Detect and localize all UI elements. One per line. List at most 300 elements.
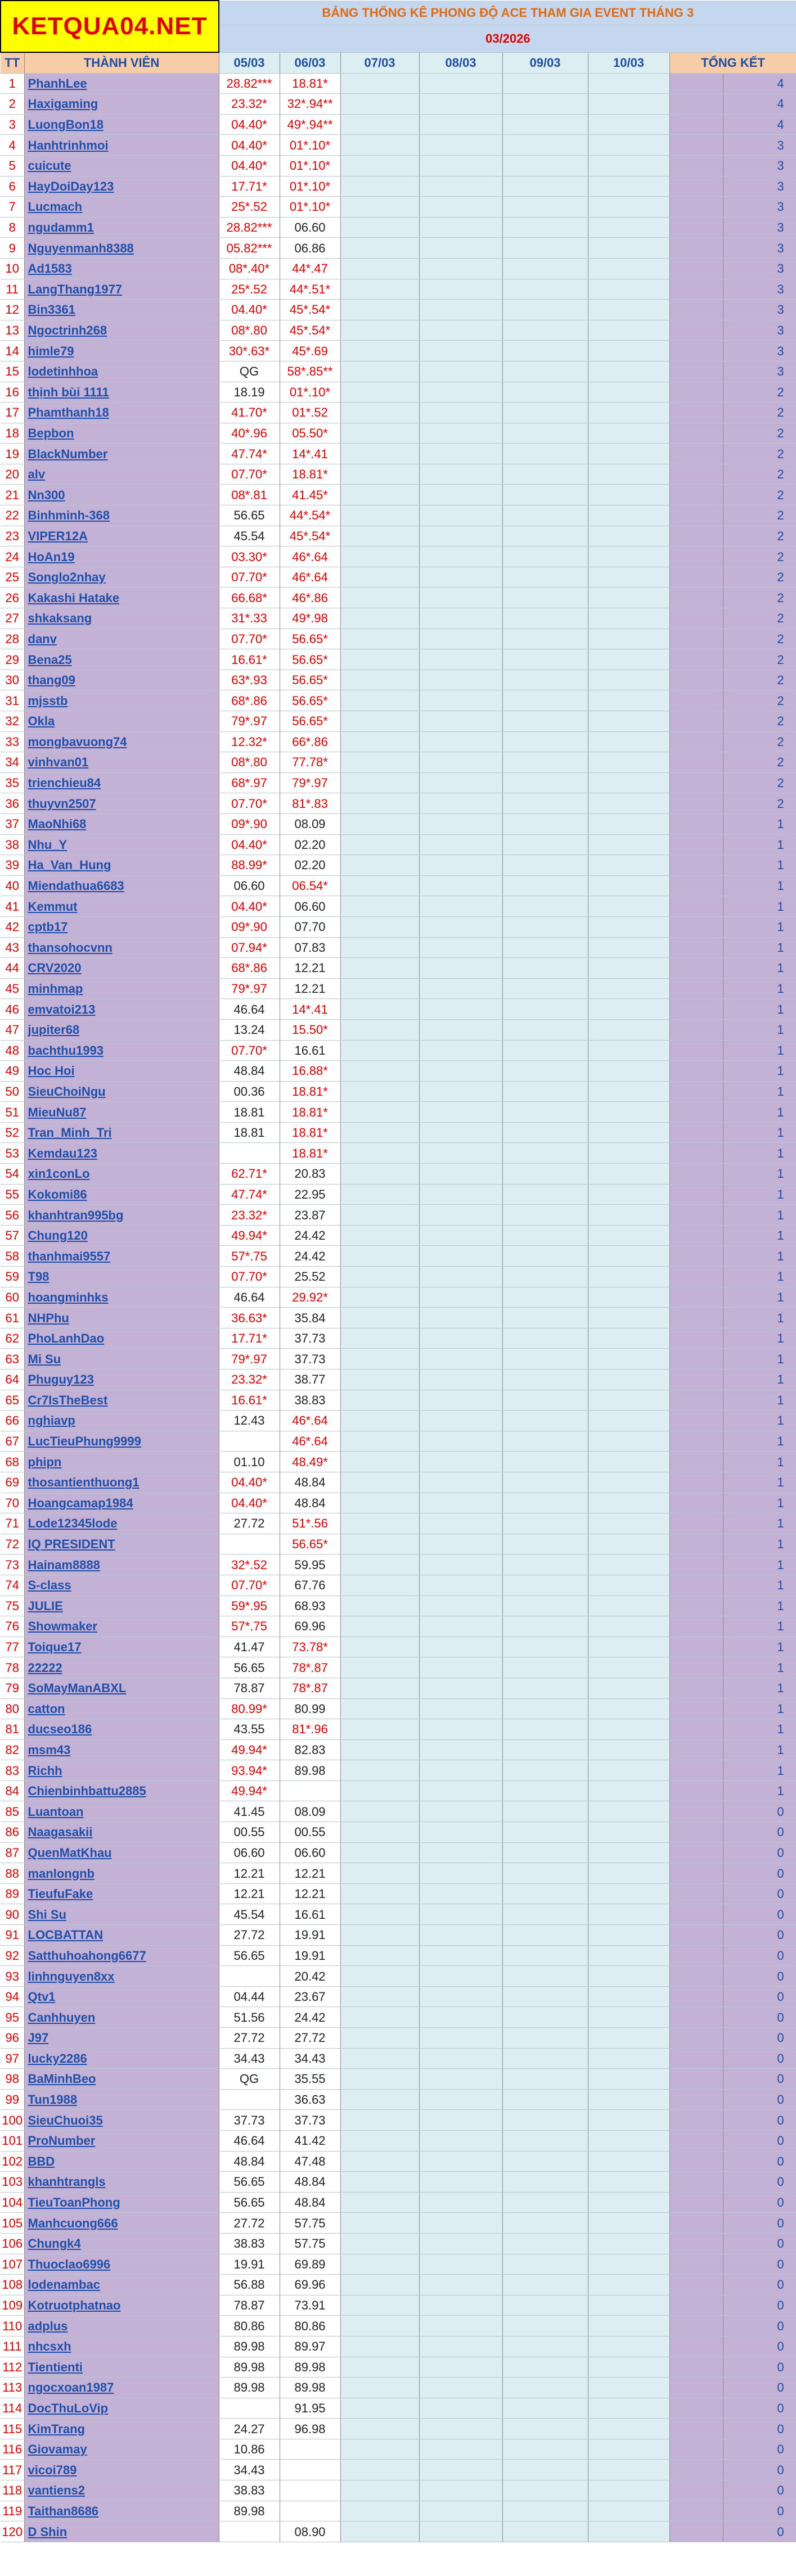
member-link[interactable]: D Shin bbox=[24, 2521, 219, 2542]
member-link[interactable]: minhmap bbox=[24, 978, 219, 999]
score-cell: 23.32* bbox=[219, 94, 280, 115]
total-cell: 1 bbox=[723, 1184, 796, 1205]
member-link[interactable]: Richh bbox=[24, 1760, 219, 1781]
empty-score-cell bbox=[419, 279, 502, 300]
member-link[interactable]: PhoLanhDao bbox=[24, 1328, 219, 1349]
table-row bbox=[1, 2254, 796, 2275]
score-cell: 88.99* bbox=[219, 855, 280, 876]
member-link[interactable]: Songlo2nhay bbox=[24, 567, 219, 587]
member-link[interactable]: T98 bbox=[24, 1267, 219, 1287]
score-cell: 46.64 bbox=[219, 1287, 280, 1308]
empty-score-cell bbox=[588, 1739, 669, 1760]
member-link[interactable]: HoAn19 bbox=[24, 546, 219, 567]
score-cell: 48.84 bbox=[219, 1061, 280, 1082]
member-link[interactable]: Tun1988 bbox=[24, 2089, 219, 2110]
member-link[interactable]: Phuguy123 bbox=[24, 1370, 219, 1390]
empty-score-cell bbox=[588, 1164, 669, 1185]
member-link[interactable]: VIPER12A bbox=[24, 526, 219, 546]
member-link[interactable]: 22222 bbox=[24, 1657, 219, 1678]
row-number: 93 bbox=[1, 1966, 24, 1987]
member-link[interactable]: Ha_Van_Hung bbox=[24, 855, 219, 876]
empty-score-cell bbox=[502, 1904, 588, 1925]
empty-score-cell bbox=[588, 1184, 669, 1205]
score-cell: 32*.52 bbox=[219, 1554, 280, 1575]
row-number: 14 bbox=[1, 341, 24, 361]
member-link[interactable]: LuongBon18 bbox=[24, 114, 219, 135]
member-link[interactable]: nghiavp bbox=[24, 1411, 219, 1431]
member-link[interactable]: Binhminh-368 bbox=[24, 505, 219, 526]
member-link[interactable]: thansohocvnn bbox=[24, 937, 219, 958]
member-link[interactable]: Mi Su bbox=[24, 1349, 219, 1370]
empty-score-cell bbox=[340, 1534, 419, 1554]
member-link[interactable]: LangThang1977 bbox=[24, 279, 219, 300]
table-row bbox=[1, 423, 796, 444]
member-link[interactable]: TieuToanPhong bbox=[24, 2192, 219, 2213]
score-cell: 23.32* bbox=[219, 1205, 280, 1226]
member-link[interactable]: NHPhu bbox=[24, 1308, 219, 1328]
empty-score-cell bbox=[419, 1966, 502, 1987]
empty-score-cell bbox=[340, 1164, 419, 1185]
member-link[interactable]: hoangminhks bbox=[24, 1287, 219, 1308]
member-link[interactable]: Hainam8888 bbox=[24, 1554, 219, 1575]
empty-score-cell bbox=[502, 1883, 588, 1904]
member-link[interactable]: vicoi789 bbox=[24, 2460, 219, 2480]
member-link[interactable]: vinhvan01 bbox=[24, 752, 219, 773]
score-cell: 38.83 bbox=[280, 1390, 340, 1411]
empty-score-cell bbox=[502, 1575, 588, 1596]
member-link[interactable]: LOCBATTAN bbox=[24, 1925, 219, 1946]
empty-score-cell bbox=[419, 2295, 502, 2316]
total-spacer bbox=[669, 1678, 723, 1698]
table-row bbox=[1, 1370, 796, 1390]
member-link[interactable]: bachthu1993 bbox=[24, 1040, 219, 1061]
member-link[interactable]: Chungk4 bbox=[24, 2233, 219, 2254]
row-number: 71 bbox=[1, 1513, 24, 1534]
score-cell: 16.61 bbox=[280, 1040, 340, 1061]
member-link[interactable]: shkaksang bbox=[24, 608, 219, 629]
score-cell: 48.84 bbox=[280, 2172, 340, 2193]
empty-score-cell bbox=[502, 916, 588, 937]
empty-score-cell bbox=[419, 403, 502, 423]
score-cell: 08.90 bbox=[280, 2521, 340, 2542]
member-link[interactable]: msm43 bbox=[24, 1739, 219, 1760]
empty-score-cell bbox=[340, 2439, 419, 2460]
member-link[interactable]: Luantoan bbox=[24, 1801, 219, 1822]
member-link[interactable]: PhanhLee bbox=[24, 73, 219, 94]
score-cell: 25*.52 bbox=[219, 197, 280, 218]
total-cell: 1 bbox=[723, 1657, 796, 1678]
member-link[interactable]: Bin3361 bbox=[24, 300, 219, 320]
total-spacer bbox=[669, 793, 723, 814]
member-link[interactable]: ducseo186 bbox=[24, 1719, 219, 1740]
member-link[interactable]: Canhhuyen bbox=[24, 2007, 219, 2028]
table-row bbox=[1, 2419, 796, 2439]
empty-score-cell bbox=[588, 1472, 669, 1493]
empty-score-cell bbox=[419, 649, 502, 670]
empty-score-cell bbox=[419, 1102, 502, 1123]
table-row bbox=[1, 2357, 796, 2378]
empty-score-cell bbox=[588, 1205, 669, 1226]
member-link[interactable]: linhnguyen8xx bbox=[24, 1966, 219, 1987]
table-row bbox=[1, 94, 796, 115]
total-cell: 2 bbox=[723, 526, 796, 546]
member-link[interactable]: Chienbinhbattu2885 bbox=[24, 1780, 219, 1801]
member-link[interactable]: thịnh bùi 1111 bbox=[24, 382, 219, 403]
score-cell: 28.82*** bbox=[219, 217, 280, 238]
total-spacer bbox=[669, 2275, 723, 2295]
total-spacer bbox=[669, 1986, 723, 2007]
total-spacer bbox=[669, 1863, 723, 1884]
score-cell: 05.82*** bbox=[219, 238, 280, 259]
empty-score-cell bbox=[419, 320, 502, 341]
total-cell: 1 bbox=[723, 958, 796, 979]
member-link[interactable]: Hoc Hoi bbox=[24, 1061, 219, 1082]
member-link[interactable]: KimTrang bbox=[24, 2419, 219, 2439]
member-link[interactable]: DocThuLoVip bbox=[24, 2398, 219, 2419]
empty-score-cell bbox=[340, 2048, 419, 2069]
total-cell: 4 bbox=[723, 73, 796, 94]
member-link[interactable]: TieufuFake bbox=[24, 1883, 219, 1904]
member-link[interactable]: J97 bbox=[24, 2028, 219, 2049]
member-link[interactable]: Hanhtrinhmoi bbox=[24, 135, 219, 156]
site-logo[interactable] bbox=[1, 1, 219, 52]
score-cell: 07.83 bbox=[280, 937, 340, 958]
score-cell: 49*.94** bbox=[280, 114, 340, 135]
member-link[interactable]: JULIE bbox=[24, 1596, 219, 1616]
member-link[interactable]: Kemmut bbox=[24, 896, 219, 917]
empty-score-cell bbox=[340, 2007, 419, 2028]
total-cell: 0 bbox=[723, 2213, 796, 2234]
empty-score-cell bbox=[340, 814, 419, 834]
score-cell: 23.87 bbox=[280, 1205, 340, 1226]
member-link[interactable]: Okla bbox=[24, 711, 219, 732]
member-link[interactable]: mjsstb bbox=[24, 690, 219, 711]
score-cell: 04.40* bbox=[219, 1472, 280, 1493]
total-spacer bbox=[669, 1267, 723, 1287]
member-link[interactable]: Lode12345lode bbox=[24, 1513, 219, 1534]
empty-score-cell bbox=[588, 2460, 669, 2480]
empty-score-cell bbox=[588, 875, 669, 896]
empty-score-cell bbox=[502, 587, 588, 608]
score-cell bbox=[280, 2439, 340, 2460]
empty-score-cell bbox=[419, 1801, 502, 1822]
row-number: 70 bbox=[1, 1493, 24, 1513]
member-link[interactable]: thang09 bbox=[24, 670, 219, 690]
total-spacer bbox=[669, 855, 723, 876]
empty-score-cell bbox=[419, 1246, 502, 1267]
row-number: 29 bbox=[1, 649, 24, 670]
empty-score-cell bbox=[419, 2213, 502, 2234]
member-link[interactable]: trienchieu84 bbox=[24, 772, 219, 793]
table-row bbox=[1, 1883, 796, 1904]
member-link[interactable]: BBD bbox=[24, 2151, 219, 2172]
row-number: 115 bbox=[1, 2419, 24, 2439]
total-cell: 1 bbox=[723, 1760, 796, 1781]
total-spacer bbox=[669, 485, 723, 505]
empty-score-cell bbox=[502, 2521, 588, 2542]
member-link[interactable]: Taithan8686 bbox=[24, 2501, 219, 2521]
member-link[interactable]: mongbavuong74 bbox=[24, 731, 219, 752]
empty-score-cell bbox=[502, 94, 588, 115]
empty-score-cell bbox=[419, 2028, 502, 2049]
empty-score-cell bbox=[502, 2357, 588, 2378]
member-link[interactable]: ngudamm1 bbox=[24, 217, 219, 238]
member-link[interactable]: lodetinhhoa bbox=[24, 361, 219, 382]
member-link[interactable]: thanhmai9557 bbox=[24, 1246, 219, 1267]
empty-score-cell bbox=[340, 197, 419, 218]
empty-score-cell bbox=[588, 464, 669, 485]
table-row bbox=[1, 505, 796, 526]
empty-score-cell bbox=[340, 1472, 419, 1493]
total-spacer bbox=[669, 1287, 723, 1308]
score-cell: 89.98 bbox=[219, 2357, 280, 2378]
empty-score-cell bbox=[502, 731, 588, 752]
total-cell: 1 bbox=[723, 1411, 796, 1431]
member-link[interactable]: BlackNumber bbox=[24, 444, 219, 464]
empty-score-cell bbox=[340, 1966, 419, 1987]
member-link[interactable]: Ngoctrinh268 bbox=[24, 320, 219, 341]
row-number: 113 bbox=[1, 2378, 24, 2398]
empty-score-cell bbox=[340, 711, 419, 732]
empty-score-cell bbox=[340, 1760, 419, 1781]
score-cell: 23.67 bbox=[280, 1986, 340, 2007]
member-link[interactable]: khanhtrangls bbox=[24, 2172, 219, 2193]
total-cell: 1 bbox=[723, 1596, 796, 1616]
empty-score-cell bbox=[419, 1616, 502, 1637]
row-number: 50 bbox=[1, 1081, 24, 1102]
member-link[interactable]: Qtv1 bbox=[24, 1986, 219, 2007]
member-link[interactable]: Kokomi86 bbox=[24, 1184, 219, 1205]
score-cell bbox=[219, 1966, 280, 1987]
score-cell: 46*.64 bbox=[280, 1431, 340, 1452]
member-link[interactable]: SieuChoiNgu bbox=[24, 1081, 219, 1102]
score-cell: 07.70* bbox=[219, 1575, 280, 1596]
member-link[interactable]: Kotruotphatnao bbox=[24, 2295, 219, 2316]
table-row bbox=[1, 1698, 796, 1719]
member-link[interactable]: khanhtran995bg bbox=[24, 1205, 219, 1226]
empty-score-cell bbox=[419, 2460, 502, 2480]
member-link[interactable]: Tran_Minh_Tri bbox=[24, 1122, 219, 1143]
row-number: 105 bbox=[1, 2213, 24, 2234]
member-link[interactable]: Showmaker bbox=[24, 1616, 219, 1637]
score-cell: 56.65* bbox=[280, 711, 340, 732]
score-cell: 04.40* bbox=[219, 135, 280, 156]
member-link[interactable]: ProNumber bbox=[24, 2130, 219, 2151]
total-spacer bbox=[669, 258, 723, 279]
total-spacer bbox=[669, 2316, 723, 2337]
score-cell: 49.94* bbox=[219, 1780, 280, 1801]
row-number: 119 bbox=[1, 2501, 24, 2521]
member-link[interactable]: lodenambac bbox=[24, 2275, 219, 2295]
total-cell: 2 bbox=[723, 649, 796, 670]
total-cell: 2 bbox=[723, 772, 796, 793]
member-link[interactable]: jupiter68 bbox=[24, 1019, 219, 1040]
score-cell: 02.20 bbox=[280, 855, 340, 876]
member-link[interactable]: Manhcuong666 bbox=[24, 2213, 219, 2234]
member-link[interactable]: Nn300 bbox=[24, 485, 219, 505]
empty-score-cell bbox=[502, 526, 588, 546]
member-link[interactable]: CRV2020 bbox=[24, 958, 219, 979]
member-link[interactable]: Hoangcamap1984 bbox=[24, 1493, 219, 1513]
score-cell: 25*.52 bbox=[219, 279, 280, 300]
member-link[interactable]: manlongnb bbox=[24, 1863, 219, 1884]
member-link[interactable]: xin1conLo bbox=[24, 1164, 219, 1185]
row-number: 51 bbox=[1, 1102, 24, 1123]
member-link[interactable]: catton bbox=[24, 1698, 219, 1719]
score-cell: 04.40* bbox=[219, 114, 280, 135]
score-cell: 12.21 bbox=[219, 1863, 280, 1884]
empty-score-cell bbox=[419, 2419, 502, 2439]
score-cell: 20.42 bbox=[280, 1966, 340, 1987]
member-link[interactable]: SoMayManABXL bbox=[24, 1678, 219, 1698]
score-cell: 37.73 bbox=[219, 2110, 280, 2131]
member-link[interactable]: Toique17 bbox=[24, 1637, 219, 1657]
empty-score-cell bbox=[502, 1267, 588, 1287]
total-spacer bbox=[669, 2110, 723, 2131]
member-link[interactable]: danv bbox=[24, 629, 219, 649]
empty-score-cell bbox=[419, 1328, 502, 1349]
row-number: 89 bbox=[1, 1883, 24, 1904]
empty-score-cell bbox=[588, 834, 669, 855]
total-cell: 0 bbox=[723, 2316, 796, 2337]
score-cell: 04.40* bbox=[219, 896, 280, 917]
score-cell: 08*.81 bbox=[219, 485, 280, 505]
member-link[interactable]: Bepbon bbox=[24, 423, 219, 444]
member-link[interactable]: BaMinhBeo bbox=[24, 2069, 219, 2090]
table-row bbox=[1, 485, 796, 505]
score-cell: 12.21 bbox=[280, 1883, 340, 1904]
member-link[interactable]: Miendathua6683 bbox=[24, 875, 219, 896]
empty-score-cell bbox=[588, 690, 669, 711]
score-cell: 47.74* bbox=[219, 1184, 280, 1205]
member-link[interactable]: phipn bbox=[24, 1452, 219, 1472]
member-link[interactable]: SieuChuoi35 bbox=[24, 2110, 219, 2131]
member-link[interactable]: Satthuhoahong6677 bbox=[24, 1945, 219, 1966]
member-link[interactable]: Tientienti bbox=[24, 2357, 219, 2378]
total-spacer bbox=[669, 1719, 723, 1740]
empty-score-cell bbox=[340, 608, 419, 629]
total-spacer bbox=[669, 1780, 723, 1801]
member-link[interactable]: emvatoi213 bbox=[24, 999, 219, 1020]
member-link[interactable]: Cr7IsTheBest bbox=[24, 1390, 219, 1411]
score-cell: 56.65* bbox=[280, 670, 340, 690]
member-link[interactable]: ngocxoan1987 bbox=[24, 2378, 219, 2398]
member-link[interactable]: vantiens2 bbox=[24, 2480, 219, 2501]
member-link[interactable]: Bena25 bbox=[24, 649, 219, 670]
table-row bbox=[1, 875, 796, 896]
member-link[interactable]: himle79 bbox=[24, 341, 219, 361]
member-link[interactable]: Kakashi Hatake bbox=[24, 587, 219, 608]
score-cell: 56.65 bbox=[219, 2192, 280, 2213]
empty-score-cell bbox=[502, 1308, 588, 1328]
member-link[interactable]: Ad1583 bbox=[24, 258, 219, 279]
member-link[interactable]: Naagasakii bbox=[24, 1822, 219, 1843]
score-cell bbox=[219, 1534, 280, 1554]
total-cell: 1 bbox=[723, 1287, 796, 1308]
score-cell: 07.70* bbox=[219, 1040, 280, 1061]
table-row bbox=[1, 1164, 796, 1185]
member-link[interactable]: Nguyenmanh8388 bbox=[24, 238, 219, 259]
empty-score-cell bbox=[419, 2233, 502, 2254]
empty-score-cell bbox=[588, 1719, 669, 1740]
member-link[interactable]: Chung120 bbox=[24, 1225, 219, 1246]
empty-score-cell bbox=[419, 300, 502, 320]
total-cell: 3 bbox=[723, 361, 796, 382]
score-cell: 66*.86 bbox=[280, 731, 340, 752]
table-row bbox=[1, 1822, 796, 1843]
member-link[interactable]: nhcsxh bbox=[24, 2336, 219, 2357]
score-cell: 38.77 bbox=[280, 1370, 340, 1390]
member-link[interactable]: MaoNhi68 bbox=[24, 814, 219, 834]
member-link[interactable]: cptb17 bbox=[24, 916, 219, 937]
empty-score-cell bbox=[340, 1616, 419, 1637]
member-link[interactable]: thuyvn2507 bbox=[24, 793, 219, 814]
score-cell: 28.82*** bbox=[219, 73, 280, 94]
member-link[interactable]: QuenMatKhau bbox=[24, 1842, 219, 1863]
member-link[interactable]: IQ PRESIDENT bbox=[24, 1534, 219, 1554]
total-cell: 1 bbox=[723, 1698, 796, 1719]
empty-score-cell bbox=[419, 1390, 502, 1411]
total-cell: 3 bbox=[723, 217, 796, 238]
total-spacer bbox=[669, 1945, 723, 1966]
member-link[interactable]: Lucmach bbox=[24, 197, 219, 218]
member-link[interactable]: Nhu_Y bbox=[24, 834, 219, 855]
member-link[interactable]: Haxigaming bbox=[24, 94, 219, 115]
total-spacer bbox=[669, 197, 723, 218]
empty-score-cell bbox=[588, 1061, 669, 1082]
empty-score-cell bbox=[588, 1246, 669, 1267]
site-logo-text[interactable]: KETQUA04.NET bbox=[12, 12, 208, 40]
empty-score-cell bbox=[502, 2069, 588, 2090]
empty-score-cell bbox=[419, 1308, 502, 1328]
empty-score-cell bbox=[502, 690, 588, 711]
member-link[interactable]: adplus bbox=[24, 2316, 219, 2337]
member-link[interactable]: lucky2286 bbox=[24, 2048, 219, 2069]
empty-score-cell bbox=[588, 2419, 669, 2439]
member-link[interactable]: thosantienthuong1 bbox=[24, 1472, 219, 1493]
score-cell: 46*.64 bbox=[280, 567, 340, 587]
empty-score-cell bbox=[340, 114, 419, 135]
member-link[interactable]: Giovamay bbox=[24, 2439, 219, 2460]
empty-score-cell bbox=[502, 1040, 588, 1061]
member-link[interactable]: cuicute bbox=[24, 155, 219, 176]
empty-score-cell bbox=[340, 567, 419, 587]
member-link[interactable]: LucTieuPhung9999 bbox=[24, 1431, 219, 1452]
total-cell: 2 bbox=[723, 587, 796, 608]
total-spacer bbox=[669, 382, 723, 403]
empty-score-cell bbox=[588, 135, 669, 156]
member-link[interactable]: MieuNu87 bbox=[24, 1102, 219, 1123]
member-link[interactable]: Kemdau123 bbox=[24, 1143, 219, 1164]
empty-score-cell bbox=[419, 629, 502, 649]
member-link[interactable]: Phamthanh18 bbox=[24, 403, 219, 423]
empty-score-cell bbox=[340, 2130, 419, 2151]
empty-score-cell bbox=[340, 855, 419, 876]
total-spacer bbox=[669, 1822, 723, 1843]
member-link[interactable]: S-class bbox=[24, 1575, 219, 1596]
empty-score-cell bbox=[340, 94, 419, 115]
member-link[interactable]: Shi Su bbox=[24, 1904, 219, 1925]
empty-score-cell bbox=[502, 2089, 588, 2110]
member-link[interactable]: alv bbox=[24, 464, 219, 485]
table-row bbox=[1, 217, 796, 238]
member-link[interactable]: Thuoclao6996 bbox=[24, 2254, 219, 2275]
empty-score-cell bbox=[340, 341, 419, 361]
table-row bbox=[1, 135, 796, 156]
total-spacer bbox=[669, 505, 723, 526]
member-link[interactable]: HayDoiDay123 bbox=[24, 176, 219, 197]
empty-score-cell bbox=[419, 505, 502, 526]
